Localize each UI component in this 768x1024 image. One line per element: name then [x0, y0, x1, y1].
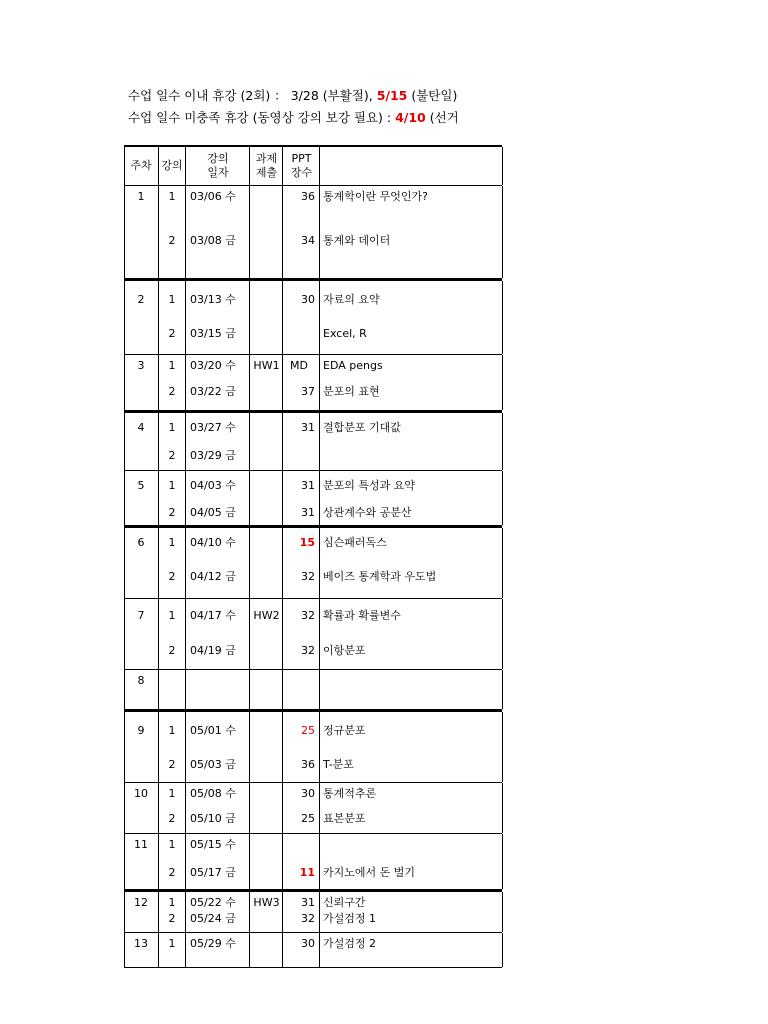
cell-homework: HW1	[253, 359, 280, 372]
table-row	[124, 890, 502, 933]
cell-date: 04/17 수	[190, 609, 236, 622]
cell-topic: 표본분포	[323, 812, 366, 825]
cell-topic: EDA pengs	[323, 359, 383, 372]
note1-highlight: 5/15	[376, 88, 408, 103]
cell-date: 05/08 수	[190, 787, 236, 800]
cell-ppt-count: 25	[301, 812, 315, 825]
cell-lecture: 2	[168, 449, 176, 462]
cell-date: 04/05 금	[190, 506, 236, 519]
table-row	[124, 710, 502, 783]
cell-ppt-count: 31	[301, 896, 315, 909]
cell-homework: HW3	[253, 896, 280, 909]
cell-ppt-count: MD	[290, 359, 308, 372]
schedule-table	[124, 145, 502, 968]
cell-week: 4	[137, 421, 145, 434]
header-hw-line2: 제출	[255, 166, 278, 179]
cell-lecture: 2	[168, 385, 176, 398]
cell-lecture: 1	[168, 421, 176, 434]
cell-lecture: 2	[168, 812, 176, 825]
cell-date: 05/22 수	[190, 896, 236, 909]
cancellation-note-2	[128, 110, 459, 126]
cell-ppt-count: 30	[301, 937, 315, 950]
table-row	[124, 783, 502, 834]
header-ppt-line2: 장수	[290, 166, 313, 179]
cell-week: 8	[137, 674, 145, 687]
cell-ppt-count: 31	[301, 506, 315, 519]
cell-date: 03/29 금	[190, 449, 236, 462]
cell-lecture: 1	[168, 838, 176, 851]
cell-date: 05/01 수	[190, 724, 236, 737]
cell-week: 5	[137, 479, 145, 492]
header-week: 주차	[130, 159, 152, 172]
cell-week: 9	[137, 724, 145, 737]
cell-topic: T-분포	[323, 758, 354, 771]
cell-ppt-count: 36	[301, 758, 315, 771]
cell-lecture: 1	[168, 609, 176, 622]
cell-date: 03/15 금	[190, 327, 236, 340]
cell-date: 03/20 수	[190, 359, 236, 372]
cell-ppt-count: 30	[301, 787, 315, 800]
cell-topic: 분포의 표현	[323, 385, 380, 398]
cell-ppt-count: 34	[301, 234, 315, 247]
cell-week: 11	[134, 838, 148, 851]
table-row	[124, 411, 502, 471]
cell-homework: HW2	[253, 609, 280, 622]
note2-highlight: 4/10	[395, 110, 426, 125]
note2-suffix: (선거	[425, 110, 459, 125]
note2-text: 수업 일수 미충족 휴강 (동영상 강의 보강 필요) :	[128, 110, 396, 125]
cell-week: 10	[134, 787, 148, 800]
cell-lecture: 1	[168, 787, 176, 800]
cell-lecture: 1	[168, 359, 176, 372]
cell-date: 03/27 수	[190, 421, 236, 434]
cell-topic: 가설검정 2	[323, 937, 376, 950]
cell-date: 03/08 금	[190, 234, 236, 247]
cell-topic: 통계학이란 무엇인가?	[323, 190, 428, 203]
cell-ppt-count: 37	[301, 385, 315, 398]
cell-week: 7	[137, 609, 145, 622]
cell-topic: 가설검정 1	[323, 912, 376, 925]
cell-date: 05/17 금	[190, 866, 236, 879]
cell-topic: 상관계수와 공분산	[323, 506, 412, 519]
cell-ppt-count: 32	[301, 570, 315, 583]
cell-ppt-count: 31	[301, 421, 315, 434]
cell-date: 05/10 금	[190, 812, 236, 825]
header-date-line2: 일자	[207, 166, 229, 179]
cell-ppt-count: 32	[301, 609, 315, 622]
cell-week: 2	[137, 293, 145, 306]
table-row	[124, 471, 502, 526]
cell-week: 1	[137, 190, 145, 203]
table-row	[124, 599, 502, 670]
cell-ppt-count: 36	[301, 190, 315, 203]
cell-lecture: 2	[168, 570, 176, 583]
cell-week: 6	[137, 536, 145, 549]
cell-ppt-count: 32	[301, 644, 315, 657]
cell-lecture: 2	[168, 912, 176, 925]
cell-lecture: 1	[168, 536, 176, 549]
cell-ppt-count: 25	[301, 724, 315, 737]
table-row	[124, 279, 502, 355]
cell-ppt-count: 32	[301, 912, 315, 925]
cell-date: 05/15 수	[190, 838, 236, 851]
cell-topic: 이항분포	[323, 644, 366, 657]
cell-topic: 확률과 확률변수	[323, 609, 401, 622]
table-header-row	[124, 145, 502, 186]
header-ppt-line1: PPT	[291, 152, 312, 165]
cell-lecture: 1	[168, 293, 176, 306]
cell-topic: 분포의 특성과 요약	[323, 479, 416, 492]
cell-week: 3	[137, 359, 145, 372]
cell-ppt-count: 11	[299, 866, 315, 879]
note1-text: 수업 일수 이내 휴강 (2회) ： 3/28 (부활절),	[128, 88, 377, 103]
cell-lecture: 2	[168, 644, 176, 657]
table-row	[124, 670, 502, 710]
cell-topic: Excel, R	[323, 327, 367, 340]
cell-topic: 카지노에서 돈 벌기	[323, 866, 416, 879]
cell-lecture: 2	[168, 327, 176, 340]
cell-lecture: 1	[168, 896, 176, 909]
cell-lecture: 1	[168, 937, 176, 950]
cell-lecture: 2	[168, 506, 176, 519]
cell-week: 13	[134, 937, 148, 950]
table-row	[124, 933, 502, 968]
cell-topic: 정규분포	[323, 724, 366, 737]
cell-date: 05/03 금	[190, 758, 236, 771]
cell-lecture: 1	[168, 724, 176, 737]
cell-date: 03/06 수	[190, 190, 236, 203]
cell-date: 03/22 금	[190, 385, 236, 398]
cancellation-note-1	[128, 88, 457, 104]
cell-date: 04/10 수	[190, 536, 236, 549]
header-lecture: 강의	[161, 159, 183, 172]
note1-suffix: (불탄일)	[407, 88, 458, 103]
cell-lecture: 2	[168, 866, 176, 879]
cell-topic: 통계와 데이터	[323, 234, 391, 247]
cell-lecture: 2	[168, 234, 176, 247]
cell-ppt-count: 15	[299, 536, 315, 549]
table-row	[124, 186, 502, 279]
cell-ppt-count: 30	[301, 293, 315, 306]
cell-date: 04/12 금	[190, 570, 236, 583]
cell-date: 03/13 수	[190, 293, 236, 306]
cell-lecture: 2	[168, 758, 176, 771]
cell-lecture: 1	[168, 479, 176, 492]
table-row	[124, 355, 502, 411]
cell-topic: 심슨패러독스	[323, 536, 387, 549]
header-date-line1: 강의	[207, 152, 229, 165]
table-row	[124, 834, 502, 890]
cell-date: 04/19 금	[190, 644, 236, 657]
cell-topic: 통계적추론	[323, 787, 377, 800]
cell-topic: 자료의 요약	[323, 293, 380, 306]
cell-topic: 베이즈 통계학과 우도법	[323, 570, 437, 583]
table-row	[124, 526, 502, 599]
cell-topic: 신뢰구간	[323, 896, 366, 909]
cell-topic: 결합분포 기대값	[323, 421, 401, 434]
cell-date: 05/29 수	[190, 937, 236, 950]
cell-week: 12	[134, 896, 148, 909]
cell-lecture: 1	[168, 190, 176, 203]
cell-date: 05/24 금	[190, 912, 236, 925]
cell-date: 04/03 수	[190, 479, 236, 492]
cell-ppt-count: 31	[301, 479, 315, 492]
header-hw-line1: 과제	[255, 152, 278, 165]
